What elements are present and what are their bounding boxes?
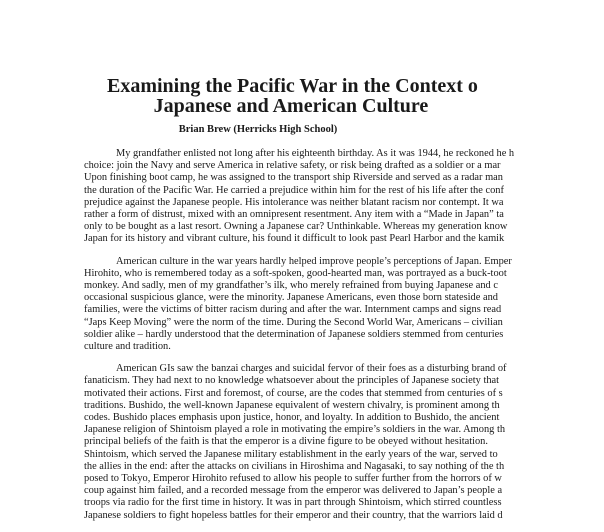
text-line: families, were the victims of bitter racism during and after the war. Internment camps and signs read: [84, 304, 502, 316]
text-line: posed to Tokyo, Emperor Hirohito refused to allow his people to suffer further from the horrors of w: [84, 473, 502, 485]
text-line: motivated their actions. First and foremost, of course, are the codes that stemmed from centuries of s: [84, 387, 503, 399]
text-line: “Japs Keep Moving” were the norm of the time. During the Second World War, Americans – civilian: [84, 316, 503, 328]
text-line: the duration of the Pacific War. He carried a prejudice within him for the rest of his life after the conf: [84, 184, 504, 196]
text-line: codes. Bushido places emphasis upon justice, honor, and loyalty. In addition to Bushido, the ancient: [84, 412, 500, 424]
text-line: prejudice against the Japanese people. His intolerance was neither blatant racism nor contempt. It wa: [84, 196, 504, 208]
text-line: fanaticism. They had next to no knowledge whatsoever about the principles of Japanese society that: [84, 375, 500, 387]
text-line: Upon finishing boot camp, he was assigned to the transport ship Riverside and served as a radar man: [84, 172, 503, 184]
text-line: Japanese religion of Shintoism played a role in motivating the empire’s soldiers in the war. Among th: [84, 424, 506, 436]
text-line: My grandfather enlisted not long after his eighteenth birthday. As it was 1944, he reckoned he h: [116, 148, 515, 159]
page-title: [107, 76, 567, 116]
text-line: rather a form of distrust, mixed with an omnipresent resentment. Any item with a “Made in Japan” ta: [84, 209, 504, 221]
text-line: coup against him failed, and a recorded message from the emperor was delivered to Japan’s people a: [84, 485, 503, 497]
author-byline: Brian Brew (Herricks High School): [178, 124, 338, 135]
body-paragraph: [84, 256, 604, 354]
text-line: the allies in the end: after the attacks on civilians in Hiroshima and Nagasaki, to say nothing of the th: [84, 460, 505, 472]
text-line: occasional suspicious glance, were the minority. Japanese Americans, even those born stateside and: [84, 292, 498, 304]
text-line: Japanese soldiers to fight hopeless battles for their emperor and their country, that the warriors laid d: [84, 509, 503, 521]
text-line: choice: join the Navy and serve America in relative safety, or risk being drafted as a soldier or a mar: [84, 160, 501, 172]
text-line: principal beliefs of the faith is that the emperor is a divine figure to be obeyed without hesitation.: [84, 436, 488, 448]
text-line: Hirohito, who is remembered today as a soft-spoken, good-hearted man, was portrayed as a buck-toot: [84, 267, 507, 279]
text-line: Japan for its history and vibrant culture, his found it difficult to look past Pearl Harbor and the kamik: [84, 233, 505, 245]
title-line-2: Japanese and American Culture: [153, 95, 429, 117]
text-line: culture and tradition.: [84, 341, 171, 353]
text-line: American culture in the war years hardly helped improve people’s perceptions of Japan. Emper: [116, 255, 512, 267]
text-line: Shintoism, which served the Japanese military establishment in the early years of the war, served to: [84, 448, 498, 460]
text-line: American GIs saw the banzai charges and suicidal fervor of their foes as a disturbing brand of: [116, 363, 507, 375]
body-paragraph: [84, 363, 604, 522]
text-line: traditions. Bushido, the well-known Japanese equivalent of western chivalry, is prominent among th: [84, 399, 500, 411]
text-line: monkey. And sadly, men of my grandfather’s ilk, who merely refrained from buying Japanese and c: [84, 280, 498, 292]
body-paragraph: [84, 148, 604, 246]
text-line: soldier alike – hardly understood that the determination of Japanese soldiers stemmed from centuries: [84, 328, 504, 340]
text-line: troops via radio for the first time in history. It was in part through Shintoism, which stirred countless: [84, 497, 502, 509]
title-line-1: Examining the Pacific War in the Context o: [107, 75, 478, 97]
article-body: [84, 148, 604, 532]
text-line: only to be bought as a last resort. Owning a Japanese car? Unthinkable. Whereas my generation know: [84, 221, 508, 233]
